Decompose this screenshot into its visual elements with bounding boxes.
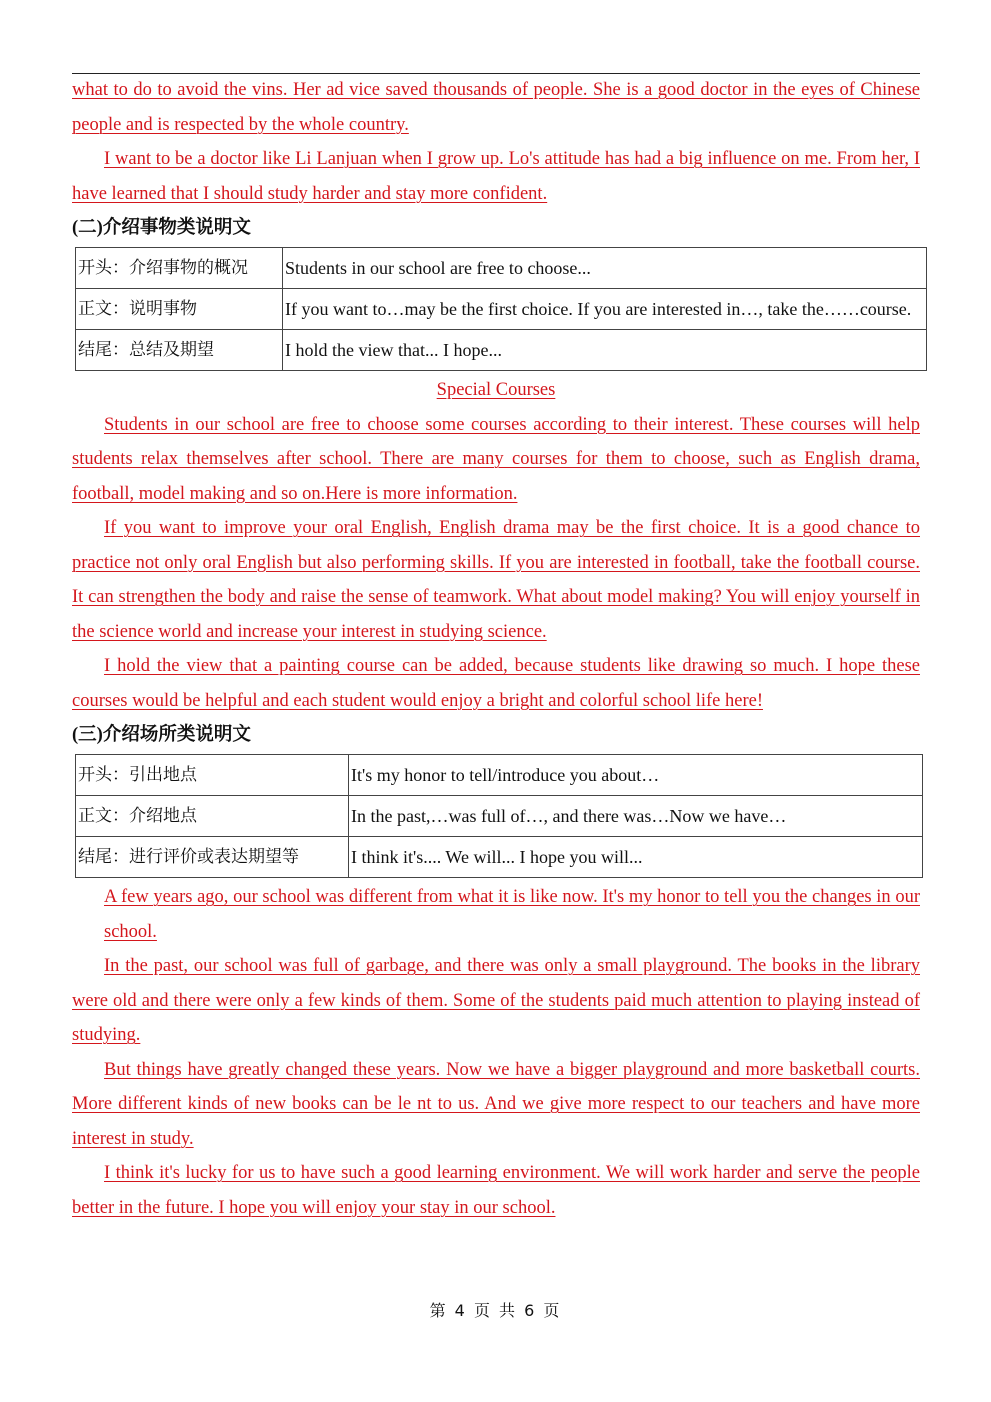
table-row: [76, 796, 923, 837]
section3-paragraph-2: In the past, our school was full of garbage, and there was only a small playground. The books in the library were old and there were only a few kinds of them. Some of the students paid much attention to playing instead of studying.: [72, 956, 920, 1045]
page-content: [72, 73, 920, 1225]
section3-heading: (三)介绍场所类说明文: [72, 725, 251, 745]
section2-outline-table: [75, 247, 927, 371]
table-row: [76, 248, 927, 289]
table-row: [76, 755, 923, 796]
outline-content: In the past,…was full of…, and there was…Now we have…: [349, 796, 923, 837]
intro-paragraph-1: what to do to avoid the vins. Her ad vice saved thousands of people. She is a good doctor in the eyes of Chinese people and is respected by the whole country.: [72, 80, 920, 135]
section2-paragraph-3: I hold the view that a painting course can be added, because students like drawing so much. I hope these courses would be helpful and each student would enjoy a bright and colorful school life here!: [72, 656, 920, 711]
outline-label: 结尾：进行评价或表达期望等: [76, 837, 349, 878]
outline-content: If you want to…may be the first choice. If you are interested in…, take the……course.: [283, 289, 927, 330]
outline-content: Students in our school are free to choose...: [283, 248, 927, 289]
outline-content: I hold the view that... I hope...: [283, 330, 927, 371]
outline-label: 正文：说明事物: [76, 289, 283, 330]
section2-paragraph-1: Students in our school are free to choose some courses according to their interest. These courses will help students relax themselves after school. There are many courses for them to choose, such as English drama, football, model making and so on.Here is more information.: [72, 414, 920, 504]
outline-content: I think it's.... We will... I hope you will...: [349, 837, 923, 878]
outline-label: 开头：引出地点: [76, 755, 349, 796]
page-footer: 第 4 页 共 6 页: [429, 1301, 562, 1320]
outline-label: 正文：介绍地点: [76, 796, 349, 837]
table-row: [76, 837, 923, 878]
section3-paragraph-3: But things have greatly changed these years. Now we have a bigger playground and more basketball courts. More different kinds of new books can be le nt to us. And we give more respect to our teachers and have more interest in study.: [72, 1059, 920, 1149]
section3-paragraph-4: I think it's lucky for us to have such a good learning environment. We will work harder and serve the people better in the future. I hope you will enjoy your stay in our school.: [72, 1163, 920, 1218]
outline-content: It's my honor to tell/introduce you about…: [349, 755, 923, 796]
section3-paragraph-1: A few years ago, our school was different from what it is like now. It's my honor to tell you the changes in our school.: [104, 887, 920, 942]
outline-label: 结尾：总结及期望: [76, 330, 283, 371]
essay-title: Special Courses: [436, 380, 556, 400]
section3-outline-table: [75, 754, 923, 878]
intro-paragraph-2: I want to be a doctor like Li Lanjuan when I grow up. Lo's attitude has had a big influence on me. From her, I have learned that I should study harder and stay more confident.: [72, 149, 920, 204]
table-row: [76, 289, 927, 330]
table-row: [76, 330, 927, 371]
section2-heading: (二)介绍事物类说明文: [72, 218, 251, 238]
outline-label: 开头：介绍事物的概况: [76, 248, 283, 289]
section2-paragraph-2: If you want to improve your oral English, English drama may be the first choice. It is a good chance to practice not only oral English but also performing skills. If you are interested in football, take the football course. It can strengthen the body and raise the sense of teamwork. What about model making? You will enjoy yourself in the science world and increase your interest in studying science.: [72, 518, 920, 642]
